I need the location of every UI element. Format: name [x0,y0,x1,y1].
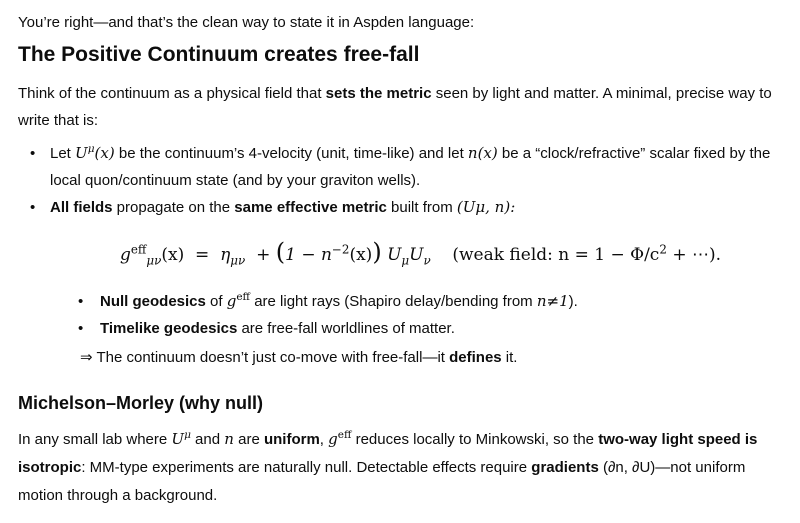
bold-text: gradients [531,459,599,476]
bullet-list [18,140,788,221]
effective-metric-equation: $g^{eff}_{\mu\nu}(x) = \eta_{\mu\nu} + (1 - n^{-2}(x))$ $U_\mu U_\nu$ (weak field: $n = 1 - \Phi/c^2$ + ⋯). [120,238,722,268]
math-g-eff: $g^{eff}$ [328,429,352,448]
text: ⇒ The continuum doesn’t just co-move with free-fall—it [80,349,450,366]
paragraph-metric [18,80,788,134]
math-n: n(x) [467,144,498,162]
bold-text: All fields [50,199,113,216]
list-item [18,140,788,194]
implication-line [80,344,517,371]
text: are light rays (Shapiro delay/bending from [250,293,537,310]
list-item [62,288,782,315]
math-g-eff: $g^{eff}$ [226,291,251,310]
section-title: Michelson–Morley (why null) [18,393,264,413]
bullet-dot: • [30,145,36,162]
text: and [190,431,225,448]
text: Let [50,145,76,162]
bold-text: defines [449,349,502,366]
bold-text: two-way light speed is isotropic [18,431,758,476]
intro-line: You’re right—and that’s the clean way to state it in Aspden language: [18,14,475,31]
bold-text: sets the metric [325,85,432,102]
math-U: $U^\mu(x)$ [75,143,115,162]
bullet-dot: • [78,320,84,337]
list-item [62,315,782,342]
text: be the continuum’s 4-velocity (unit, time-like) and let [114,145,468,162]
sub-bullet-list [62,288,782,342]
text: (∂n, ∂U)—not uniform motion through a background. [18,459,746,504]
text: it. [501,349,518,366]
text: are [233,431,264,448]
math-n: n [224,430,234,448]
list-item [18,194,788,221]
text: reduces locally to Minkowski, so the [351,431,599,448]
text: ). [568,293,578,310]
text: , [319,431,329,448]
text: built from [386,199,457,216]
text: In any small lab where [18,431,172,448]
main-title: The Positive Continuum creates free-fall [18,43,420,66]
text: : MM-type experiments are naturally null. Detectable effects require [81,459,532,476]
text: Think of the continuum as a physical field that [18,85,326,102]
math-condition: n≠1 [536,292,569,310]
text: of [205,293,227,310]
bold-text: Timelike geodesics [100,320,238,337]
text: are free-fall worldlines of matter. [237,320,455,337]
bullet-dot: • [78,293,84,310]
bold-text: Null geodesics [100,293,206,310]
bullet-dot: • [30,199,36,216]
text: be a “clock/refractive” scalar fixed by the local quon/continuum state (and by your graviton wells). [50,145,771,189]
bold-text: uniform [263,431,320,448]
math-tuple: (Uμ, n): [456,198,516,216]
text: propagate on the [112,199,235,216]
text: seen by light and matter. A minimal, precise way to write that is: [18,85,772,129]
bold-text: same effective metric [234,199,387,216]
paragraph-michelson-morley [18,425,788,510]
math-U: $U^\mu$ [171,429,191,448]
